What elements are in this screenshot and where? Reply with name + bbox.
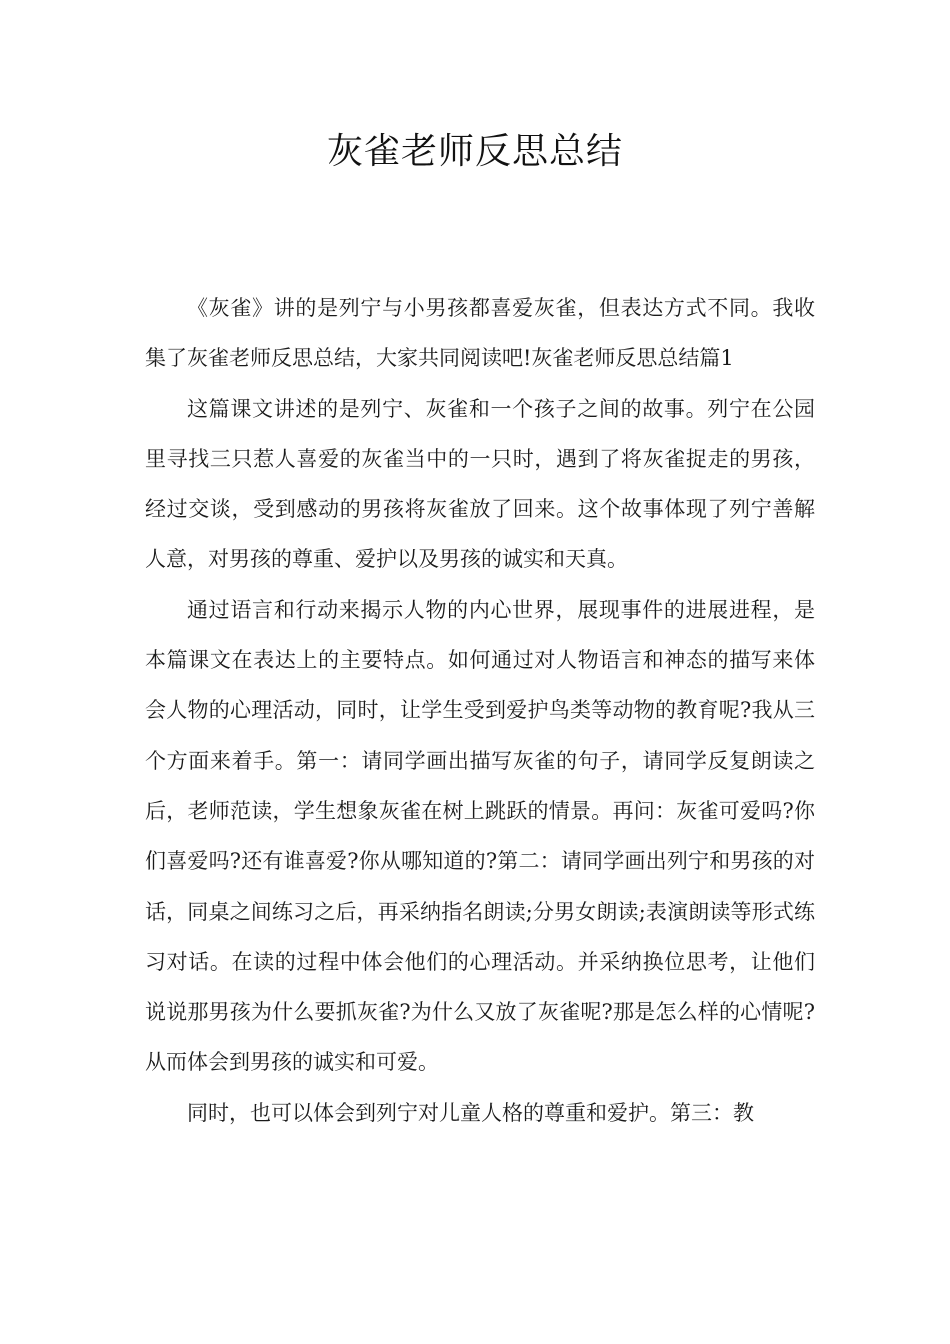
document-title: 灰雀老师反思总结 [326,131,623,172]
paragraph-story-summary: 这篇课文讲述的是列宁、灰雀和一个孩子之间的故事。列宁在公园里寻找三只惹人喜爱的灰雀当中的一只时，遇到了将灰雀捉走的男孩，经过交谈，受到感动的男孩将灰雀放了回来。这个故事体现了列宁善解人意，对男孩的尊重、爱护以及男孩的诚实和天真。 [145,396,815,572]
document-body [145,283,815,1138]
paragraph-continuation: 同时，也可以体会到列宁对儿童人格的尊重和爱护。第三：教 [187,1100,754,1125]
paragraph-intro: 《灰雀》讲的是列宁与小男孩都喜爱灰雀，但表达方式不同。我收集了灰雀老师反思总结，大家共同阅读吧!灰雀老师反思总结篇1 [145,296,815,371]
paragraph-teaching-method: 通过语言和行动来揭示人物的内心世界，展现事件的进展进程，是本篇课文在表达上的主要特点。如何通过对人物语言和神态的描写来体会人物的心理活动，同时，让学生受到爱护鸟类等动物的教育呢?我从三个方面来着手。第一：请同学画出描写灰雀的句子，请同学反复朗读之后，老师范读，学生想象灰雀在树上跳跃的情景。再问：灰雀可爱吗?你们喜爱吗?还有谁喜爱?你从哪知道的?第二：请同学画出列宁和男孩的对话，同桌之间练习之后，再采纳指名朗读;分男女朗读;表演朗读等形式练习对话。在读的过程中体会他们的心理活动。并采纳换位思考，让他们说说那男孩为什么要抓灰雀?为什么又放了灰雀呢?那是怎么样的心情呢?从而体会到男孩的诚实和可爱。 [145,597,815,1075]
